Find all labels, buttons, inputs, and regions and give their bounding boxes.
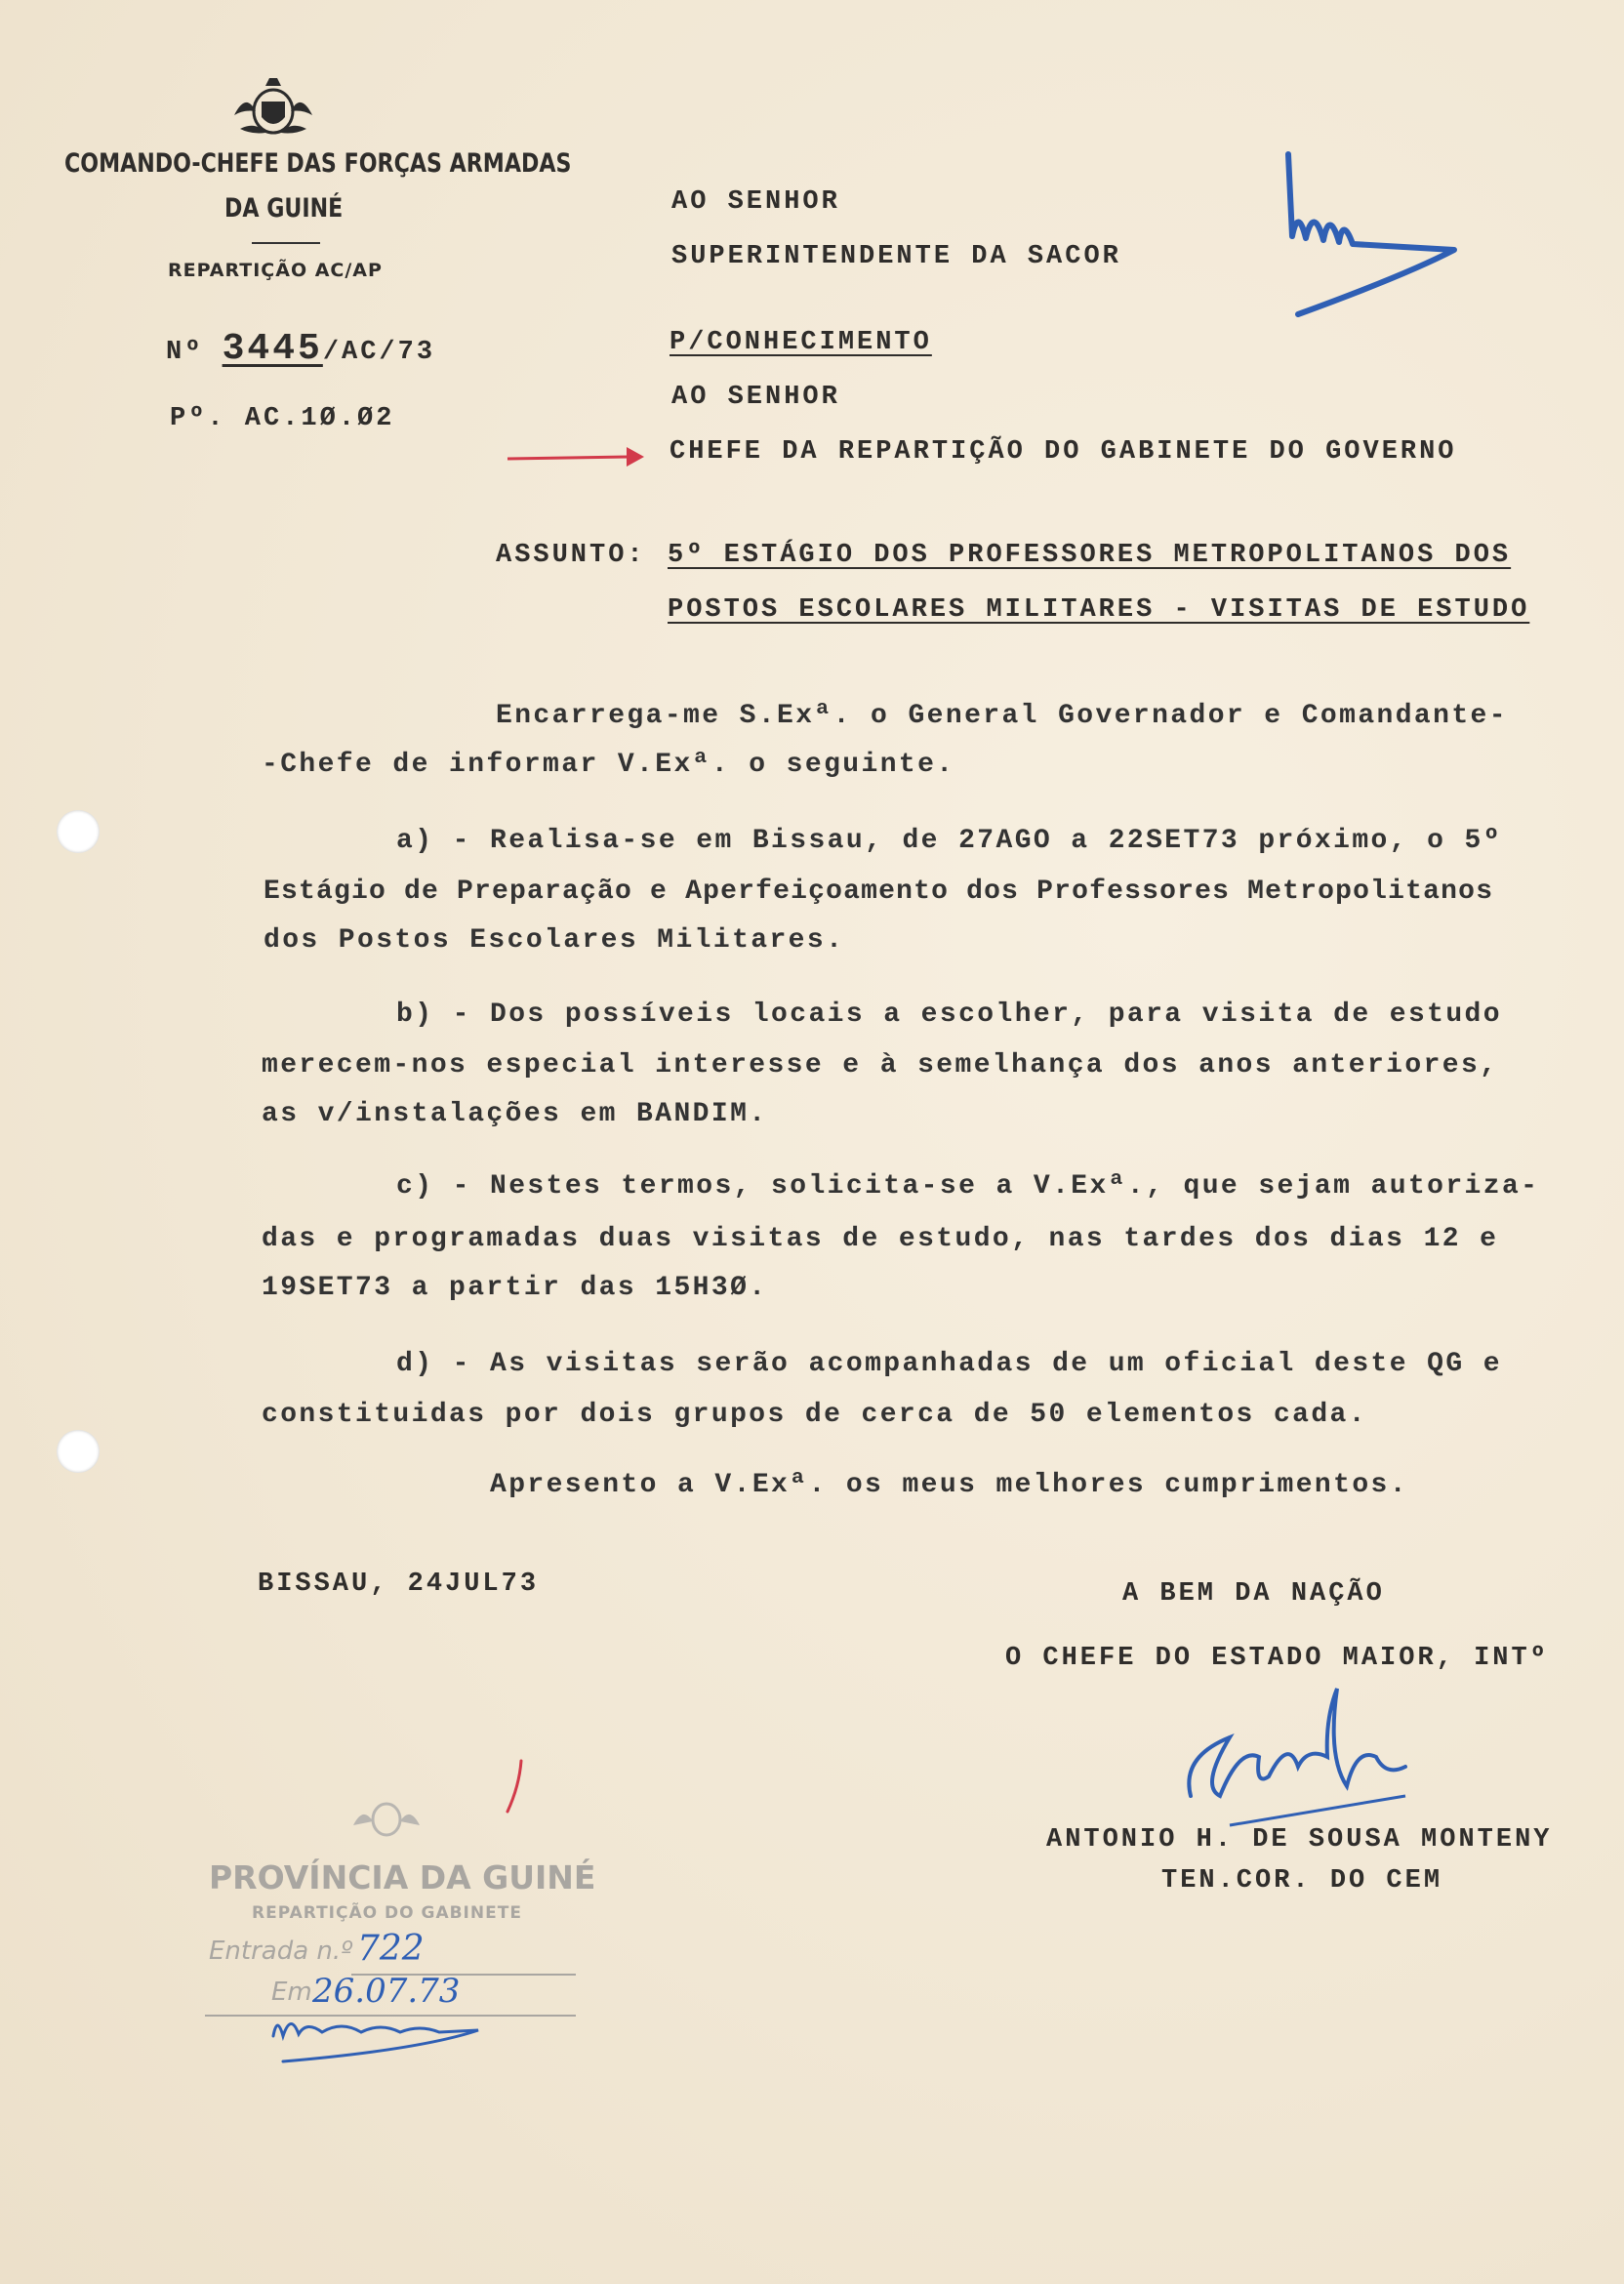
item-d-line2: constituidas por dois grupos de cerca de 50 elementos cada. — [262, 1400, 1367, 1430]
place-date: BISSAU, 24JUL73 — [258, 1570, 540, 1599]
item-a-line1: a) - Realisa-se em Bissau, de 27AGO a 22SET73 próximo, o 5º — [396, 826, 1502, 856]
intro-line2: -Chefe de informar V.Exª. o seguinte. — [262, 750, 955, 780]
stamp-entry-label: Entrada n.º — [209, 1937, 353, 1966]
ref-suffix: /AC/73 — [322, 338, 436, 367]
item-b-line2: merecem-nos especial interesse e à semelhança dos anos anteriores, — [262, 1050, 1499, 1081]
addressee-line1: AO SENHOR — [671, 187, 840, 217]
cc-line1: AO SENHOR — [671, 383, 840, 412]
org-name-line2: DA GUINÉ — [224, 193, 344, 224]
signer-name: ANTONIO H. DE SOUSA MONTENY — [1046, 1825, 1553, 1855]
ref-number: 3445 — [222, 328, 323, 370]
department-label: REPARTIÇÃO AC/AP — [168, 260, 383, 281]
stamp-emblem-icon — [347, 1792, 426, 1843]
header-divider — [252, 242, 320, 244]
item-b-line3: as v/instalações em BANDIM. — [262, 1099, 768, 1129]
org-name-line1: COMANDO-CHEFE DAS FORÇAS ARMADAS — [64, 148, 572, 179]
subject-label: ASSUNTO: — [496, 541, 646, 570]
stamp-title: PROVÍNCIA DA GUINÉ — [209, 1858, 596, 1897]
stamp-entry-date: 26.07.73 — [312, 1972, 461, 2011]
item-c-line2: das e programadas duas visitas de estudo, nas tardes dos dias 12 e — [262, 1224, 1499, 1254]
punch-hole-bottom — [57, 1430, 100, 1473]
closing-line: Apresento a V.Exª. os meus melhores cumprimentos. — [490, 1470, 1408, 1500]
coat-of-arms-icon — [226, 72, 320, 143]
cc-line2: CHEFE DA REPARTIÇÃO DO GABINETE DO GOVERNO — [670, 437, 1457, 467]
item-a-line3: dos Postos Escolares Militares. — [264, 925, 845, 956]
stamp-entry-number: 722 — [357, 1929, 425, 1969]
item-c-line3: 19SET73 a partir das 15H3Ø. — [262, 1273, 768, 1303]
signer-role: O CHEFE DO ESTADO MAIOR, INTº — [1005, 1644, 1549, 1673]
blue-initials-mark — [1269, 148, 1464, 324]
intro-line1: Encarrega-me S.Exª. o General Governador e Comandante- — [496, 701, 1508, 731]
red-arrow-icon — [506, 441, 648, 470]
signature-mark — [1161, 1679, 1435, 1845]
cc-label: P/CONHECIMENTO — [670, 328, 932, 357]
punch-hole-top — [57, 810, 100, 853]
reference-number — [166, 328, 435, 370]
stamp-subtitle: REPARTIÇÃO DO GABINETE — [252, 1903, 522, 1923]
addressee-line2: SUPERINTENDENTE DA SACOR — [671, 242, 1121, 271]
stamp-initials-mark — [264, 2007, 498, 2065]
ref-prefix: Nº — [166, 338, 204, 367]
item-c-line1: c) - Nestes termos, solicita-se a V.Exª., que sejam autoriza- — [396, 1171, 1540, 1202]
process-reference: Pº. AC.1Ø.Ø2 — [170, 404, 395, 433]
stamp-date-label: Em — [271, 1978, 312, 2007]
subject-line2: POSTOS ESCOLARES MILITARES - VISITAS DE ESTUDO — [668, 595, 1530, 625]
subject-line1: 5º ESTÁGIO DOS PROFESSORES METROPOLITANOS DOS — [668, 541, 1512, 570]
receipt-stamp — [205, 1792, 595, 2065]
salutation: A BEM DA NAÇÃO — [1122, 1579, 1385, 1609]
item-b-line1: b) - Dos possíveis locais a escolher, para visita de estudo — [396, 999, 1502, 1030]
signer-rank: TEN.COR. DO CEM — [1161, 1866, 1443, 1896]
item-d-line1: d) - As visitas serão acompanhadas de um oficial deste QG e — [396, 1349, 1502, 1379]
item-a-line2: Estágio de Preparação e Aperfeiçoamento dos Professores Metropolitanos — [264, 877, 1494, 907]
